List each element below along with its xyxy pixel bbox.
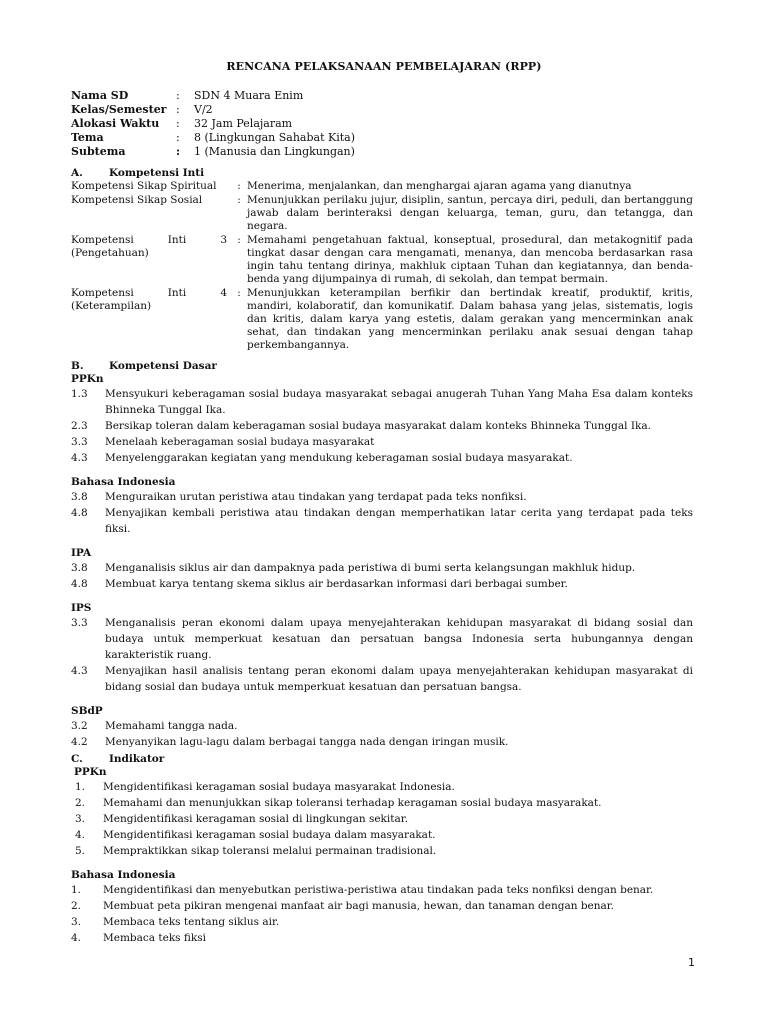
item-text: Mengidentifikasi dan menyebutkan peristiwa-peristiwa atau tindakan pada teks nonfiksi dengan benar.	[103, 884, 654, 896]
item-number: 3.3	[71, 436, 88, 448]
subject-heading: Bahasa Indonesia	[71, 476, 176, 488]
subject-heading: SBdP	[71, 705, 103, 717]
info-colon: :	[176, 131, 180, 144]
section-number: B.	[71, 360, 84, 372]
item-text: Menelaah keberagaman sosial budaya masyarakat	[105, 436, 375, 448]
section-number: A.	[71, 167, 83, 179]
section-title: Kompetensi Dasar	[109, 360, 217, 372]
list-item	[71, 898, 693, 914]
info-row	[71, 89, 355, 103]
ki-label-word: Inti	[167, 287, 187, 299]
ki-label-sub: (Keterampilan)	[71, 300, 152, 312]
document-title: RENCANA PELAKSANAAN PEMBELAJARAN (RPP)	[226, 60, 542, 73]
ki-label-word: 4	[220, 287, 227, 299]
info-label: Nama SD	[71, 89, 129, 102]
ki-colon: :	[237, 287, 241, 299]
ki-text: Menerima, menjalankan, dan menghargai ajaran agama yang dianutnya	[247, 180, 632, 192]
info-label: Tema	[71, 131, 104, 144]
list-item	[71, 930, 693, 946]
ki-label: Kompetensi Sikap Spiritual	[71, 180, 217, 192]
item-text: Memahami dan menunjukkan sikap toleransi terhadap keragaman sosial budaya masyarakat.	[103, 797, 602, 809]
page-number: 1	[688, 956, 695, 969]
section-kompetensi-dasar	[71, 360, 693, 750]
indicator-list	[71, 882, 693, 946]
list-item	[71, 489, 693, 505]
list-item	[71, 795, 693, 811]
section-indikator	[71, 753, 693, 946]
ki-label-word: Kompetensi	[71, 234, 134, 246]
ki-text: Memahami pengetahuan faktual, konseptual, prosedural, dan metakognitif pada tingkat dasar dengan cara mengamati, menanya, dan mencoba berdasarkan rasa ingin tahu tentang dirinya, makhluk ciptaan Tuhan dan kegiatannya, dan benda-benda yang dijumpainya di rumah, di sekolah, dan tempat bermain.	[247, 234, 693, 285]
info-value: 8 (Lingkungan Sahabat Kita)	[194, 131, 356, 144]
item-number: 4.	[75, 829, 86, 841]
item-number: 1.3	[71, 388, 88, 400]
list-item	[71, 811, 693, 827]
section-heading	[71, 167, 693, 180]
kd-list	[71, 560, 693, 592]
list-item	[71, 418, 693, 434]
info-colon: :	[176, 145, 181, 158]
info-value: 32 Jam Pelajaram	[194, 117, 293, 130]
ki-row	[71, 180, 693, 193]
list-item	[71, 779, 693, 795]
item-number: 3.	[71, 916, 82, 928]
item-number: 3.3	[71, 617, 88, 629]
info-label: Subtema	[71, 145, 126, 158]
item-text: Membaca teks fiksi	[103, 932, 207, 944]
section-kompetensi-inti	[71, 167, 693, 353]
item-number: 3.8	[71, 562, 88, 574]
item-text: Membuat karya tentang skema siklus air berdasarkan informasi dari berbagai sumber.	[105, 578, 568, 590]
ki-label-word: Inti	[167, 234, 187, 246]
info-row	[71, 103, 355, 117]
item-text: Menyajikan kembali peristiwa atau tindakan dengan memperhatikan latar cerita yang terdapat pada teks fiksi.	[105, 507, 693, 535]
item-text: Menyajikan hasil analisis tentang peran ekonomi dalam upaya menyejahterakan kehidupan masyarakat di bidang sosial dan budaya untuk memperkuat kesatuan dan persatuan bangsa.	[105, 665, 693, 693]
kd-list	[71, 718, 693, 750]
item-text: Mengidentifikasi keragaman sosial budaya dalam masyarakat.	[103, 829, 436, 841]
ki-row	[71, 234, 693, 286]
list-item	[71, 450, 693, 466]
list-item	[71, 827, 693, 843]
list-item	[71, 434, 693, 450]
info-row	[71, 117, 355, 131]
item-number: 4.2	[71, 736, 88, 748]
item-text: Bersikap toleran dalam keberagaman sosial budaya masyarakat dalam konteks Bhinneka Tunggal Ika.	[105, 420, 651, 432]
list-item	[71, 843, 693, 859]
item-number: 1.	[75, 781, 86, 793]
info-label: Kelas/Semester	[71, 103, 167, 116]
subject-heading: IPS	[71, 602, 92, 614]
ki-label-sub: (Pengetahuan)	[71, 247, 149, 259]
section-number: C.	[71, 753, 83, 765]
item-number: 4.3	[71, 452, 88, 464]
item-number: 2.	[71, 900, 82, 912]
subject-heading: Bahasa Indonesia	[71, 869, 176, 881]
info-value: V/2	[194, 103, 213, 116]
ki-colon: :	[237, 194, 241, 206]
section-title: Kompetensi Inti	[109, 167, 205, 179]
item-text: Mengidentifikasi keragaman sosial di lingkungan sekitar.	[103, 813, 408, 825]
ki-label	[71, 287, 231, 352]
kd-list	[71, 615, 693, 695]
indicator-list	[71, 779, 693, 859]
ki-label-word: Kompetensi	[71, 287, 134, 299]
ki-label-word: 3	[220, 234, 227, 246]
item-number: 4.8	[71, 578, 88, 590]
info-colon: :	[176, 103, 180, 116]
subject-heading: IPA	[71, 547, 92, 559]
item-text: Menganalisis peran ekonomi dalam upaya menyejahterakan kehidupan masyarakat di bidang sosial dan budaya untuk memperkuat kesatuan dan persatuan bangsa Indonesia serta hubungannya dengan karakteristik ruang.	[105, 617, 693, 661]
list-item	[71, 560, 693, 576]
item-text: Mengidentifikasi keragaman sosial budaya masyarakat Indonesia.	[103, 781, 455, 793]
item-text: Menguraikan urutan peristiwa atau tindakan yang terdapat pada teks nonfiksi.	[105, 491, 527, 503]
item-number: 4.3	[71, 665, 88, 677]
info-value: SDN 4 Muara Enim	[194, 89, 304, 102]
list-item	[71, 734, 693, 750]
info-row	[71, 131, 355, 145]
ki-label	[71, 234, 231, 286]
ki-text: Menunjukkan perilaku jujur, disiplin, santun, percaya diri, peduli, dan bertanggung jawab dalam berinteraksi dengan keluarga, teman, guru, dan tetangga, dan negara.	[247, 194, 693, 232]
item-number: 4.	[71, 932, 82, 944]
info-value: 1 (Manusia dan Lingkungan)	[194, 145, 355, 158]
item-number: 2.	[75, 797, 86, 809]
list-item	[71, 882, 693, 898]
kd-list	[71, 489, 693, 537]
info-colon: :	[176, 89, 180, 102]
ki-colon: :	[237, 234, 241, 246]
item-number: 5.	[75, 845, 86, 857]
section-title: Indikator	[109, 753, 165, 765]
item-text: Mempraktikkan sikap toleransi melalui permainan tradisional.	[103, 845, 437, 857]
info-row	[71, 145, 355, 159]
kd-list	[71, 386, 693, 466]
subject-heading: PPKn	[71, 373, 104, 385]
item-number: 2.3	[71, 420, 88, 432]
section-heading	[71, 753, 693, 766]
list-item	[71, 718, 693, 734]
ki-text: Menunjukkan keterampilan berfikir dan bertindak kreatif, produktif, kritis, mandiri, kolaboratif, dan komunikatif. Dalam bahasa yang jelas, sistematis, logis dan kritis, dalam karya yang estetis, dalam gerakan yang mencerminkan anak sehat, dan tindakan yang mencerminkan perilaku anak sesuai dengan tahap perkembangannya.	[247, 287, 693, 351]
ki-row	[71, 287, 693, 352]
list-item	[71, 386, 693, 418]
list-item	[71, 615, 693, 663]
list-item	[71, 914, 693, 930]
item-number: 1.	[71, 884, 82, 896]
info-colon: :	[176, 117, 180, 130]
item-number: 3.2	[71, 720, 88, 732]
subject-heading: PPKn	[74, 766, 107, 778]
identity-block	[71, 89, 355, 159]
item-text: Menyelenggarakan kegiatan yang mendukung keberagaman sosial budaya masyarakat.	[105, 452, 573, 464]
ki-row	[71, 194, 693, 233]
item-number: 4.8	[71, 507, 88, 519]
item-number: 3.8	[71, 491, 88, 503]
item-text: Membuat peta pikiran mengenai manfaat air bagi manusia, hewan, dan tanaman dengan benar.	[103, 900, 614, 912]
item-text: Memahami tangga nada.	[105, 720, 238, 732]
info-label: Alokasi Waktu	[71, 117, 160, 130]
section-heading	[71, 360, 693, 373]
item-number: 3.	[75, 813, 86, 825]
item-text: Menganalisis siklus air dan dampaknya pada peristiwa di bumi serta kelangsungan makhluk hidup.	[105, 562, 636, 574]
ki-label: Kompetensi Sikap Sosial	[71, 194, 203, 206]
list-item	[71, 576, 693, 592]
list-item	[71, 663, 693, 695]
item-text: Menyanyikan lagu-lagu dalam berbagai tangga nada dengan iringan musik.	[105, 736, 509, 748]
ki-colon: :	[237, 180, 241, 192]
list-item	[71, 505, 693, 537]
item-text: Membaca teks tentang siklus air.	[103, 916, 280, 928]
item-text: Mensyukuri keberagaman sosial budaya masyarakat sebagai anugerah Tuhan Yang Maha Esa dalam konteks Bhinneka Tunggal Ika.	[105, 388, 693, 416]
